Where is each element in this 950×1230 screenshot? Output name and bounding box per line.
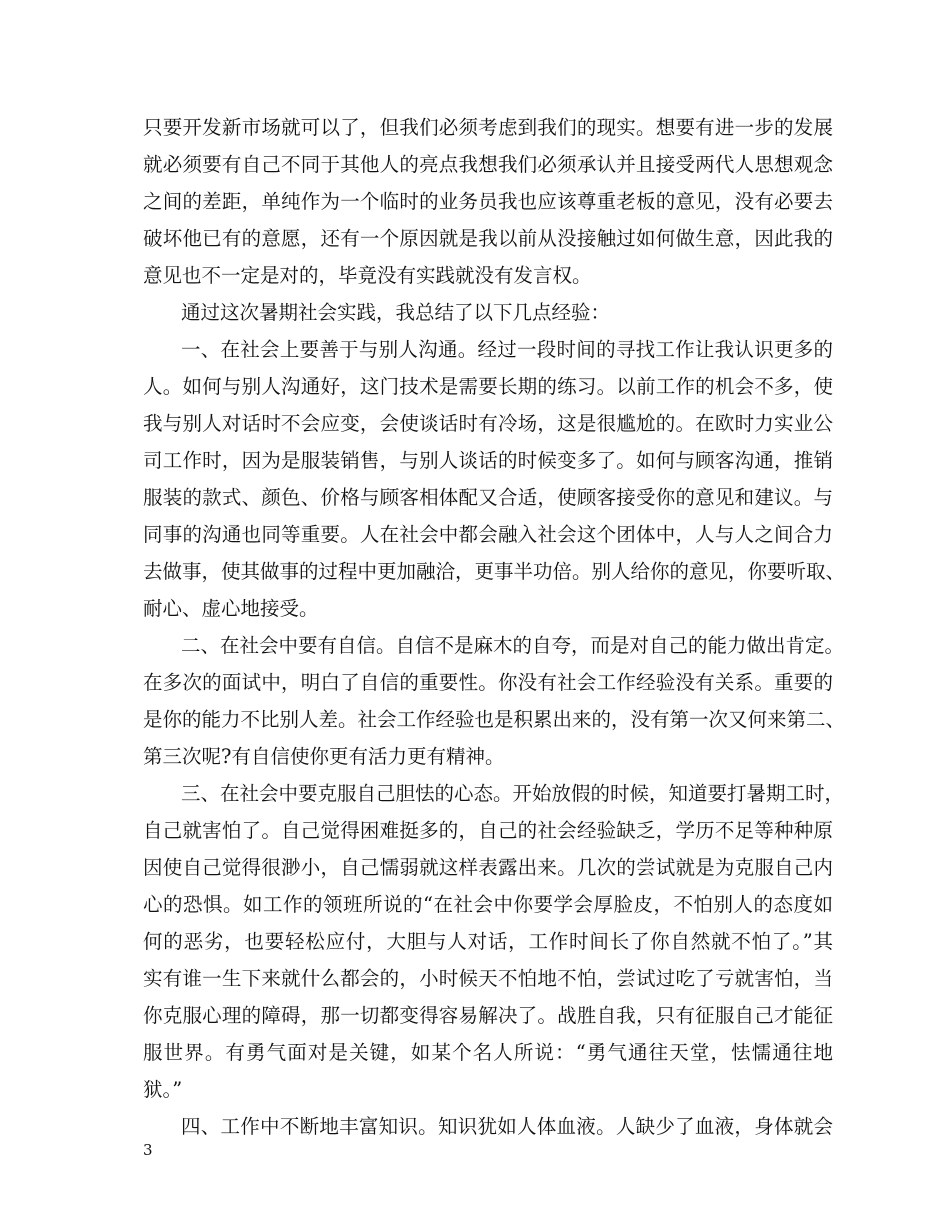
text-line: 之间的差距，单纯作为一个临时的业务员我也应该尊重老板的意见，没有必要去: [143, 190, 833, 213]
text-line: 实有谁一生下来就什么都会的，小时候天不怕地不怕，尝试过吃了亏就害怕，当: [143, 967, 833, 990]
text-line: 通过这次暑期社会实践，我总结了以下几点经验：: [181, 301, 611, 324]
text-line: 意见也不一定是对的，毕竟没有实践就没有发言权。: [143, 264, 592, 287]
text-line: 服装的款式、颜色、价格与顾客相体配又合适，使顾客接受你的意见和建议。与: [143, 486, 833, 509]
text-line: 你克服心理的障碍，那一切都变得容易解决了。战胜自我，只有征服自己才能征: [143, 1004, 833, 1027]
text-line: 因使自己觉得很渺小，自己懦弱就这样表露出来。几次的尝试就是为克服自己内: [143, 856, 833, 879]
text-line: 人。如何与别人沟通好，这门技术是需要长期的练习。以前工作的机会不多，使: [143, 375, 833, 398]
text-line: 破坏他已有的意愿，还有一个原因就是我以前从没接触过如何做生意，因此我的: [143, 227, 833, 250]
page-number: 3: [143, 1141, 153, 1159]
text-line: 四、工作中不断地丰富知识。知识犹如人体血液。人缺少了血液，身体就会: [181, 1115, 833, 1138]
text-line: 三、在社会中要克服自己胆怯的心态。开始放假的时候，知道要打暑期工时，: [181, 782, 845, 805]
text-line: 司工作时，因为是服装销售，与别人谈话的时候变多了。如何与顾客沟通，推销: [143, 449, 833, 472]
text-line: 何的恶劣，也要轻松应付，大胆与人对话，工作时间长了你自然就不怕了。”其: [143, 930, 833, 953]
text-line: 二、在社会中要有自信。自信不是麻木的自夸，而是对自己的能力做出肯定。: [181, 634, 845, 657]
text-line: 我与别人对话时不会应变，会使谈话时有冷场，这是很尴尬的。在欧时力实业公: [143, 412, 833, 435]
text-line: 一、在社会上要善于与别人沟通。经过一段时间的寻找工作让我认识更多的: [181, 338, 833, 361]
text-line: 服世界。有勇气面对是关键，如某个名人所说：“勇气通往天堂，怯懦通往地: [143, 1041, 833, 1064]
text-line: 是你的能力不比别人差。社会工作经验也是积累出来的，没有第一次又何来第二、: [143, 708, 846, 731]
text-line: 就必须要有自己不同于其他人的亮点我想我们必须承认并且接受两代人思想观念: [143, 153, 833, 176]
text-line: 在多次的面试中，明白了自信的重要性。你没有社会工作经验没有关系。重要的: [143, 671, 833, 694]
text-line: 去做事，使其做事的过程中更加融洽，更事半功倍。别人给你的意见，你要听取、: [143, 560, 846, 583]
text-line: 狱。”: [143, 1078, 183, 1101]
text-line: 心的恐惧。如工作的领班所说的“在社会中你要学会厚脸皮，不怕别人的态度如: [143, 893, 833, 916]
text-line: 第三次呢?有自信使你更有活力更有精神。: [143, 745, 505, 768]
text-line: 只要开发新市场就可以了，但我们必须考虑到我们的现实。想要有进一步的发展: [143, 116, 833, 139]
text-line: 同事的沟通也同等重要。人在社会中都会融入社会这个团体中，人与人之间合力: [143, 523, 833, 546]
text-line: 耐心、虚心地接受。: [143, 597, 319, 620]
text-line: 自己就害怕了。自己觉得困难挺多的，自己的社会经验缺乏，学历不足等种种原: [143, 819, 833, 842]
